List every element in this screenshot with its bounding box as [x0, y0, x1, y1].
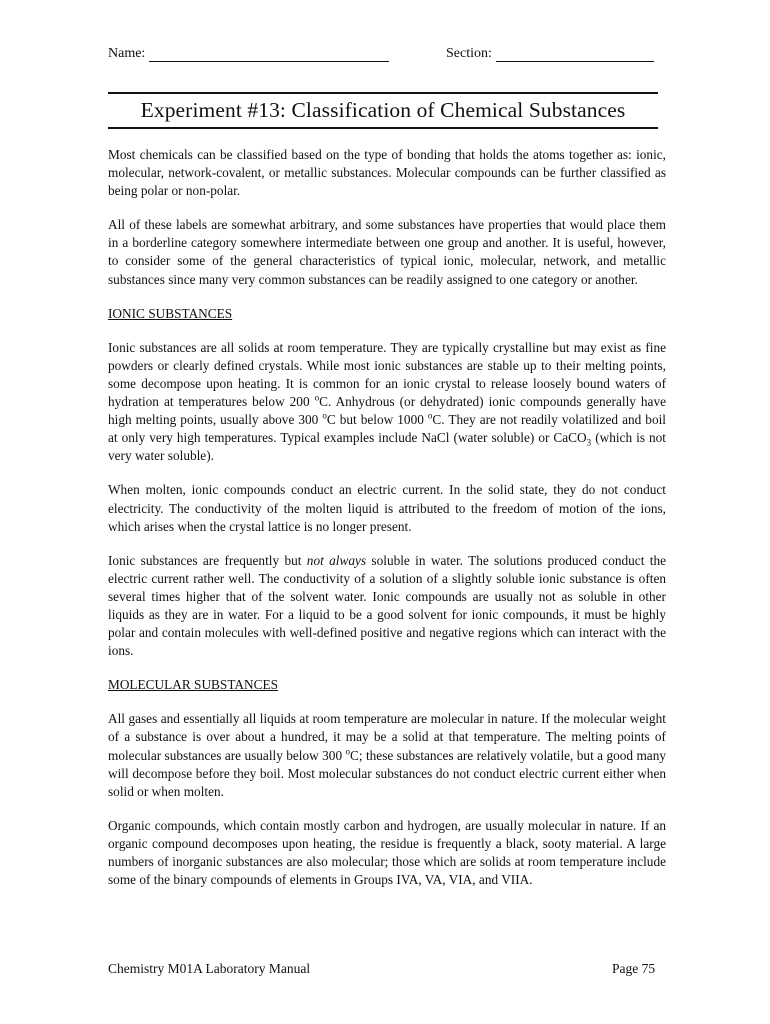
- document-body: [108, 146, 666, 905]
- degree-symbol: o: [314, 392, 320, 403]
- ionic-paragraph-1: [108, 339, 666, 466]
- ionic-heading: IONIC SUBSTANCES: [108, 305, 233, 321]
- footer-manual-title: Chemistry M01A Laboratory Manual: [108, 961, 311, 976]
- molecular-paragraph-1: [108, 710, 666, 800]
- name-blank-line[interactable]: [149, 47, 389, 62]
- ionic-paragraph-2: When molten, ionic compounds conduct an electric current. In the solid state, they do not conduct electricity. The conductivity of the molten liquid is attributed to the freedom of motion of the ions, which arises when the crystal lattice is no longer present.: [108, 482, 666, 534]
- ionic-p1-text-e: (which is not very water soluble).: [108, 430, 667, 464]
- molecular-p1-text-b: C; these substances are relatively volatile, but a good many will decompose before they boil. Most molecular substances do not conduct electric current either when solid or when molten.: [108, 747, 666, 799]
- section-label: Section:: [446, 46, 492, 61]
- section-field: [446, 46, 654, 62]
- ionic-paragraph-3: [108, 552, 666, 661]
- name-field: [108, 46, 389, 62]
- intro-paragraph-2: All of these labels are somewhat arbitrary, and some substances have properties that would place them in a borderline category somewhere intermediate between one group and another. It is useful, however, to consider some of the general characteristics of typical ionic, molecular, network, and metallic substances since many very common substances can be readily assigned to one category or another.: [108, 217, 666, 287]
- ionic-p1-text-c: C but below 1000: [326, 412, 428, 428]
- degree-symbol: o: [322, 410, 327, 421]
- ionic-p3-text-b: soluble in water. The solutions produced conduct the electric current rather well. The conductivity of a solution of a slightly soluble ionic substance is often several times higher that of the solvent water. Ionic compounds are usually not as soluble in other liquids as they are in water. For a liquid to be a good solvent for ionic compounds, it must be highly polar and contain molecules with well-defined positive and negative regions which can interact with the ions.: [108, 552, 666, 659]
- degree-symbol: o: [345, 746, 350, 757]
- molecular-heading: MOLECULAR SUBSTANCES: [108, 677, 278, 693]
- page-title: [108, 92, 658, 129]
- section-blank-line[interactable]: [496, 47, 654, 62]
- subscript-3: 3: [586, 437, 592, 448]
- ionic-p1-text-d: C. They are not readily volatilized and boil at only very high temperatures. Typical examples include NaCl (water soluble) or CaCO: [108, 412, 666, 446]
- molecular-paragraph-2: Organic compounds, which contain mostly carbon and hydrogen, are usually molecular in nature. If an organic compound decomposes upon heating, the residue is frequently a black, sooty material. A large numbers of inorganic substances are also molecular; those which are solids at room temperature include some of the binary compounds of elements in Groups IVA, VA, VIA, and VIIA.: [108, 817, 666, 888]
- ionic-p3-text-a: Ionic substances are frequently but: [108, 552, 307, 568]
- footer-page-number: Page 75: [612, 961, 656, 976]
- header-fields: [108, 46, 660, 68]
- degree-symbol: o: [427, 410, 433, 421]
- page-title-text: Experiment #13: Classification of Chemical Substances: [140, 98, 626, 122]
- ionic-p1-text-b: C. Anhydrous (or dehydrated) ionic compounds generally have high melting points, usually above 300: [108, 394, 666, 428]
- ionic-p1-text-a: Ionic substances are all solids at room temperature. They are typically crystalline but may exist as fine powders or clearly defined crystals. While most ionic substances are stable up to their melting points, some decompose upon heating. It is common for an ionic crystal to release loosely bound waters of hydration at temperatures below 200: [108, 339, 666, 410]
- intro-paragraph-1: Most chemicals can be classified based on the type of bonding that holds the atoms together as: ionic, molecular, network-covalent, or metallic substances. Molecular compounds can be further classified as being polar or non-polar.: [108, 147, 666, 199]
- molecular-p1-text-a: All gases and essentially all liquids at room temperature are molecular in nature. If the molecular weight of a substance is over about a hundred, it may be a solid at that temperature. The melting points of molecular substances are usually below 300: [108, 711, 666, 763]
- name-label: Name:: [108, 46, 146, 61]
- ionic-p3-emphasis: not always: [306, 552, 367, 568]
